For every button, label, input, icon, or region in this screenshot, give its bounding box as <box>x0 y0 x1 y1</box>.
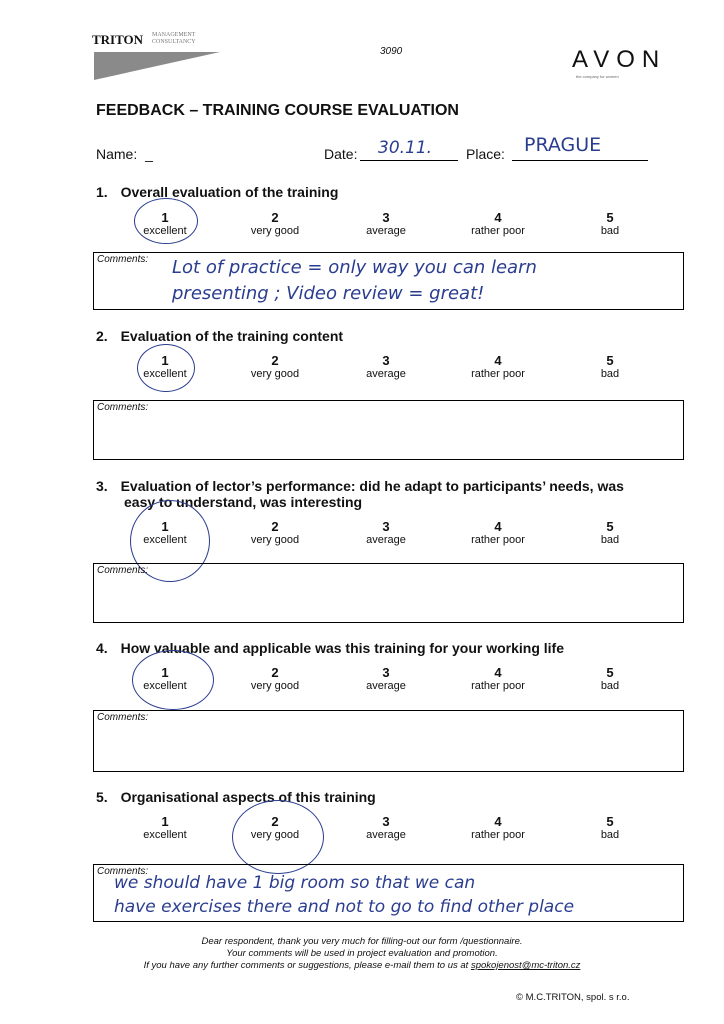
rating-2-option-5[interactable] <box>555 353 665 380</box>
rating-3-option-3[interactable] <box>331 519 441 546</box>
selection-circle-5 <box>232 800 324 874</box>
question-3-number: 3. <box>96 478 108 494</box>
rating-num: 2 <box>271 814 279 829</box>
name-field <box>96 146 153 162</box>
rating-2-option-4[interactable] <box>443 353 553 380</box>
rating-label: average <box>366 225 406 237</box>
rating-5-option-4[interactable] <box>443 814 553 841</box>
place-line <box>512 160 648 161</box>
rating-label: average <box>366 534 406 546</box>
rating-label: average <box>366 680 406 692</box>
footer-note <box>0 936 724 972</box>
triton-brand-word: TRITON <box>92 32 144 47</box>
rating-1-option-3[interactable] <box>331 210 441 237</box>
rating-num: 3 <box>382 519 390 534</box>
question-1-title <box>96 184 338 200</box>
comments-box-2[interactable] <box>93 400 684 460</box>
rating-num: 3 <box>382 665 390 680</box>
rating-num: 1 <box>161 814 169 829</box>
rating-num: 4 <box>494 665 502 680</box>
question-2-title <box>96 328 343 344</box>
rating-5-option-1[interactable] <box>110 814 220 841</box>
question-2-text: Evaluation of the training content <box>120 328 344 344</box>
rating-label: bad <box>600 534 620 546</box>
rating-1-option-2[interactable] <box>220 210 330 237</box>
rating-num: 5 <box>606 814 614 829</box>
rating-num: 5 <box>606 665 614 680</box>
comment-5-line-1: we should have 1 big room so that we can <box>114 873 476 893</box>
rating-label: rather poor <box>471 680 525 692</box>
rating-num: 1 <box>161 665 169 680</box>
rating-num: 2 <box>271 665 279 680</box>
comment-1-line-1: Lot of practice = only way you can learn <box>172 257 537 278</box>
rating-label: excellent <box>143 534 187 546</box>
comments-box-3[interactable] <box>93 563 684 623</box>
question-5-title <box>96 789 376 805</box>
rating-3-option-2[interactable] <box>220 519 330 546</box>
rating-label: average <box>366 829 406 841</box>
rating-num: 3 <box>382 210 390 225</box>
avon-logo <box>572 46 692 79</box>
question-2-number: 2. <box>96 328 108 344</box>
rating-label: bad <box>600 829 620 841</box>
comments-label: Comments: <box>97 866 149 877</box>
comments-box-5[interactable] <box>93 864 684 922</box>
name-value[interactable]: _ <box>145 146 153 162</box>
form-number: 3090 <box>380 46 403 57</box>
avon-tagline: the company for women <box>576 74 619 79</box>
place-field <box>466 146 505 162</box>
rating-label: rather poor <box>471 534 525 546</box>
rating-label: bad <box>600 680 620 692</box>
date-label: Date: <box>324 146 358 162</box>
rating-label: rather poor <box>471 368 525 380</box>
rating-num: 3 <box>382 353 390 368</box>
rating-label: excellent <box>143 368 187 380</box>
rating-num: 2 <box>271 519 279 534</box>
rating-num: 1 <box>161 353 169 368</box>
date-field <box>324 146 357 162</box>
question-4-text: How valuable and applicable was this training for your working life <box>120 640 564 656</box>
rating-4-option-4[interactable] <box>443 665 553 692</box>
date-line <box>360 160 458 161</box>
rating-1-option-4[interactable] <box>443 210 553 237</box>
rating-num: 4 <box>494 353 502 368</box>
triton-brand-sub1: MANAGEMENT <box>152 32 196 38</box>
rating-num: 4 <box>494 210 502 225</box>
question-5-number: 5. <box>96 789 108 805</box>
footer-line-3-text: If you have any further comments or suggestions, please e-mail them to us at <box>143 960 469 971</box>
comment-1-line-2: presenting ; Video review = great! <box>172 283 485 304</box>
comments-label: Comments: <box>97 712 149 723</box>
rating-2-option-2[interactable] <box>220 353 330 380</box>
triton-brand-sub2: CONSULTANCY <box>152 39 196 45</box>
rating-label: bad <box>600 368 620 380</box>
rating-3-option-5[interactable] <box>555 519 665 546</box>
rating-label: very good <box>250 680 300 692</box>
rating-num: 1 <box>161 519 169 534</box>
rating-num: 5 <box>606 210 614 225</box>
rating-num: 4 <box>494 814 502 829</box>
question-4-number: 4. <box>96 640 108 656</box>
rating-num: 3 <box>382 814 390 829</box>
rating-4-option-5[interactable] <box>555 665 665 692</box>
rating-label: average <box>366 368 406 380</box>
rating-num: 2 <box>271 210 279 225</box>
question-3-text-line2: easy to understand, was interesting <box>124 494 363 510</box>
rating-label: rather poor <box>471 829 525 841</box>
comments-label: Comments: <box>97 565 149 576</box>
rating-label: very good <box>250 829 300 841</box>
rating-label: very good <box>250 368 300 380</box>
question-1-text: Overall evaluation of the training <box>120 184 339 200</box>
comments-label: Comments: <box>97 254 149 265</box>
rating-label: rather poor <box>471 225 525 237</box>
rating-3-option-4[interactable] <box>443 519 553 546</box>
rating-label: excellent <box>143 680 187 692</box>
triton-logo <box>92 30 232 82</box>
rating-label: bad <box>600 225 620 237</box>
rating-4-option-2[interactable] <box>220 665 330 692</box>
rating-4-option-3[interactable] <box>331 665 441 692</box>
name-label: Name: <box>96 146 138 162</box>
selection-circle-2 <box>137 344 195 392</box>
question-3-title <box>96 478 676 494</box>
rating-5-option-5[interactable] <box>555 814 665 841</box>
selection-circle-4 <box>132 650 214 710</box>
triton-triangle-icon <box>92 44 232 84</box>
rating-label: very good <box>250 225 300 237</box>
footer-line-2: Your comments will be used in project evaluation and promotion. <box>226 948 498 959</box>
place-label: Place: <box>466 146 505 162</box>
copyright: © M.C.TRITON, spol. s r.o. <box>516 992 630 1003</box>
rating-2-option-3[interactable] <box>331 353 441 380</box>
footer-line-3 <box>0 960 724 972</box>
rating-5-option-3[interactable] <box>331 814 441 841</box>
comments-box-4[interactable] <box>93 710 684 772</box>
rating-num: 2 <box>271 353 279 368</box>
rating-label: very good <box>250 534 300 546</box>
footer-line-1: Dear respondent, thank you very much for filling-out our form /questionnaire. <box>201 936 523 947</box>
question-5-text: Organisational aspects of this training <box>120 789 376 805</box>
rating-num: 1 <box>161 210 169 225</box>
rating-1-option-5[interactable] <box>555 210 665 237</box>
comments-box-1[interactable] <box>93 252 684 310</box>
comment-5-line-2: have exercises there and not to go to find other place <box>114 897 575 917</box>
rating-label: excellent <box>143 225 187 237</box>
rating-num: 4 <box>494 519 502 534</box>
footer-email-link[interactable]: spokojenost@mc-triton.cz <box>470 960 581 971</box>
rating-num: 5 <box>606 519 614 534</box>
avon-logo-text: AVON <box>572 46 667 73</box>
place-value[interactable]: PRAGUE <box>524 134 602 156</box>
rating-label: excellent <box>143 829 187 841</box>
page-title: FEEDBACK – TRAINING COURSE EVALUATION <box>96 102 459 119</box>
selection-circle-1 <box>134 198 198 244</box>
question-1-number: 1. <box>96 184 108 200</box>
date-value[interactable]: 30.11. <box>378 138 433 158</box>
rating-num: 5 <box>606 353 614 368</box>
comments-label: Comments: <box>97 402 149 413</box>
question-3-text: Evaluation of lector’s performance: did he adapt to participants’ needs, was <box>120 478 624 494</box>
